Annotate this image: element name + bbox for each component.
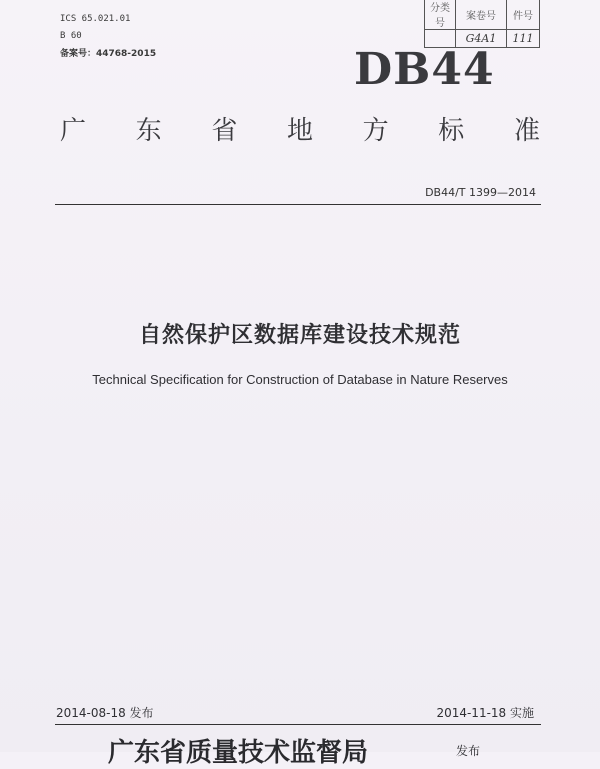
ics-code: ICS 65.021.01 [60, 14, 131, 24]
publish-date: 2014-08-18 发布 [56, 706, 154, 720]
bottom-divider [55, 724, 541, 725]
issuing-authority: 广东省质量技术监督局 [108, 738, 369, 768]
heading-char: 标 [438, 116, 465, 146]
heading-char: 准 [513, 116, 540, 146]
archive-stamp [424, 0, 540, 48]
top-divider [55, 204, 541, 205]
heading-char: 地 [286, 116, 313, 146]
title-english: Technical Specification for Construction of Database in Nature Reserves [92, 372, 508, 387]
standard-type-heading [60, 110, 540, 147]
filing-number: 备案号：44768-2015 [60, 49, 157, 59]
heading-char: 东 [135, 116, 162, 146]
heading-char: 广 [60, 116, 87, 146]
heading-char: 方 [362, 116, 389, 146]
heading-char: 省 [211, 116, 238, 146]
stamp-value-item: 111 [507, 30, 540, 48]
issuer-suffix: 发布 [456, 744, 481, 758]
stamp-header-item: 件号 [507, 0, 540, 30]
ccs-code: B 60 [60, 31, 82, 41]
standard-number: DB44/T 1399—2014 [425, 186, 536, 199]
stamp-value-file: G4A1 [456, 30, 507, 48]
stamp-header-category: 分类号 [425, 0, 456, 30]
db44-logo: DB44 [354, 44, 495, 95]
title-chinese: 自然保护区数据库建设技术规范 [138, 323, 461, 348]
implement-date: 2014-11-18 实施 [436, 706, 534, 720]
stamp-header-file: 案卷号 [456, 0, 507, 30]
